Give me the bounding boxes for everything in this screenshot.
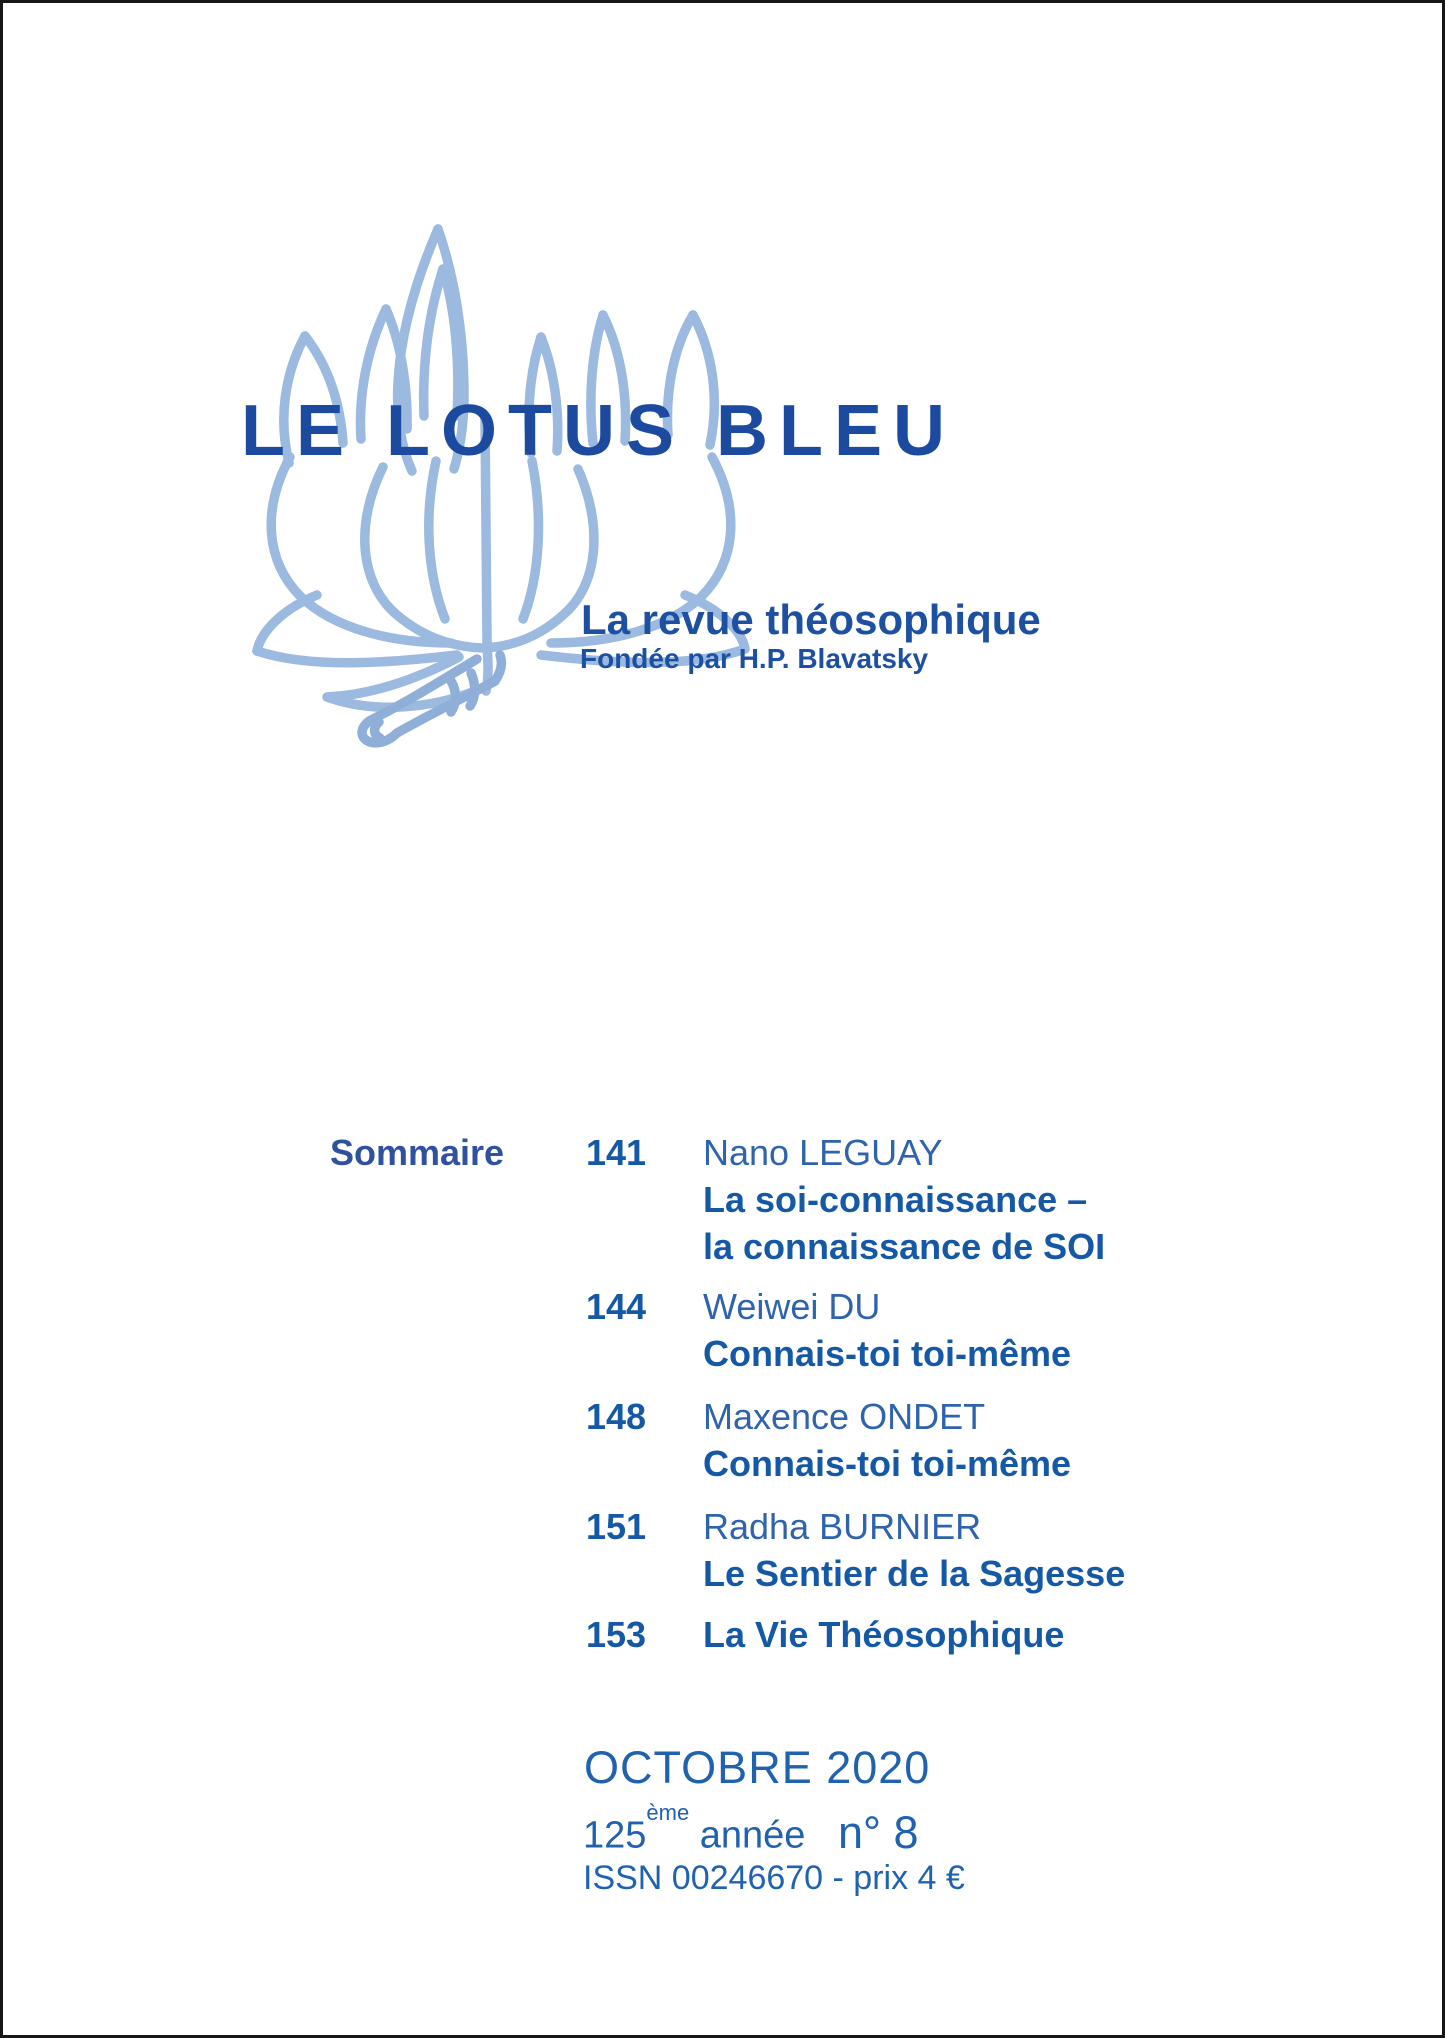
issue-month-year: OCTOBRE 2020 [584, 1742, 931, 1793]
toc-heading: Sommaire [330, 1132, 505, 1173]
toc-page-number: 141 [586, 1132, 647, 1173]
founder-line: Fondée par H.P. Blavatsky [580, 643, 929, 674]
toc-author: Weiwei DU [703, 1286, 881, 1327]
toc-author: Radha BURNIER [703, 1506, 982, 1547]
toc-author: Nano LEGUAY [703, 1132, 943, 1173]
edition-word: année [699, 1814, 806, 1857]
magazine-title: LE LOTUS BLEU [241, 391, 956, 471]
toc-page-number: 151 [586, 1506, 647, 1547]
toc-title-line: La soi-connaissance – [703, 1179, 1088, 1220]
toc-page-number: 153 [586, 1614, 647, 1655]
toc-title-line: la connaissance de SOI [703, 1226, 1106, 1267]
issue-edition-line [583, 1800, 919, 1858]
toc-page-number: 144 [586, 1286, 647, 1327]
toc-title-line: Le Sentier de la Sagesse [703, 1553, 1126, 1594]
issue-number: n° 8 [838, 1806, 919, 1858]
toc-title-line: Connais-toi toi-même [703, 1443, 1072, 1484]
edition-suffix: ème [646, 1800, 690, 1825]
toc-page-number: 148 [586, 1396, 647, 1437]
toc-title-line: Connais-toi toi-même [703, 1333, 1072, 1374]
magazine-subtitle: La revue théosophique [581, 596, 1041, 643]
edition-number: 125 [583, 1814, 647, 1857]
toc-title-line: La Vie Théosophique [703, 1614, 1065, 1655]
toc-author: Maxence ONDET [703, 1396, 986, 1437]
issue-issn-line: ISSN 00246670 - prix 4 € [583, 1859, 965, 1897]
